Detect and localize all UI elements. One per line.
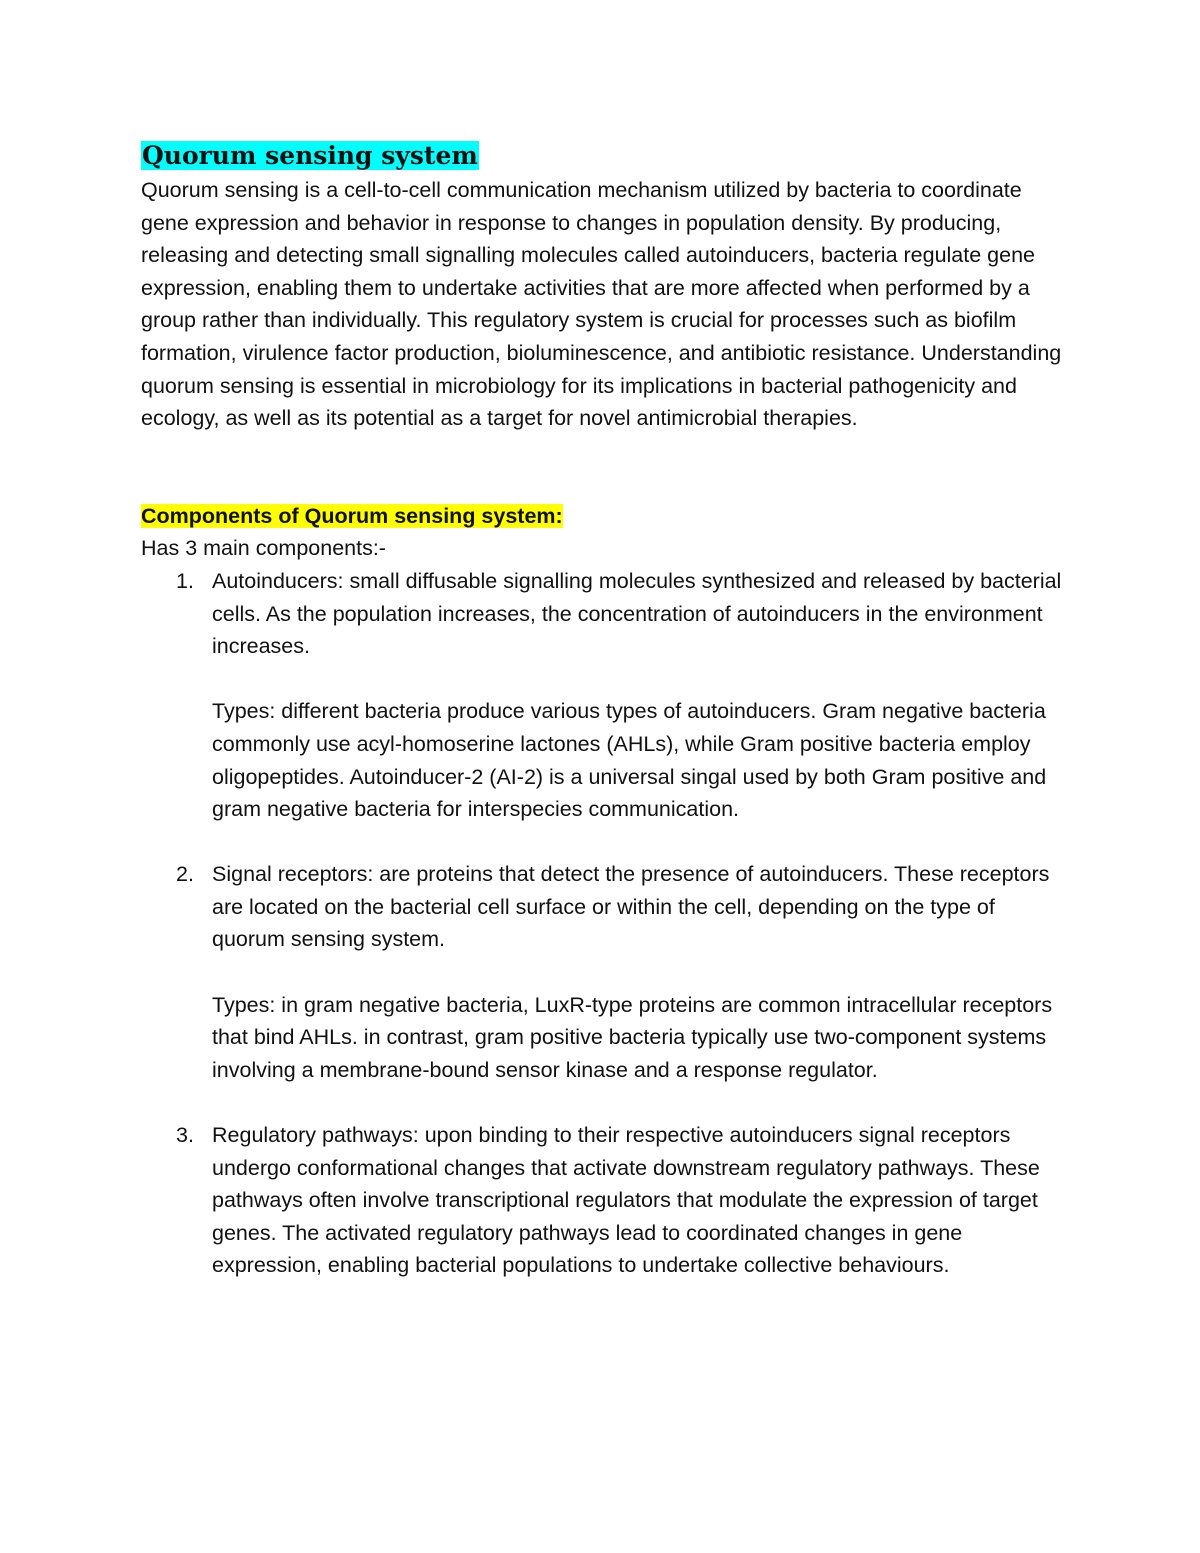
components-lead: Has 3 main components:- [141,536,386,561]
list-item-body [212,565,1071,858]
list-item-number: 2. [176,862,194,887]
list-item-description: Regulatory pathways: upon binding to their respective autoinducers signal receptors undergo conformational changes that activate downstream regulatory pathways. These pathways often involve transcriptional regulators that modulate the expression of target genes. The activated regulatory pathways lead to coordinated changes in gene expression, enabling bacterial populations to undertake collective behaviours. [212,1123,1040,1278]
list-item-number: 3. [176,1123,194,1148]
list-item-number: 1. [176,568,194,593]
components-heading [141,500,1071,533]
list-item-description: Autoinducers: small diffusable signalling molecules synthesized and released by bacterial cells. As the population increases, the concentration of autoinducers in the environment increases. [212,568,1062,659]
list-item [141,1119,1071,1282]
list-item-spacer [212,826,1071,859]
list-item [141,565,1071,858]
list-item-body [212,1119,1071,1282]
list-item-spacer [212,1086,1071,1119]
document-title-text: Quorum sensing system [142,141,478,170]
list-item [141,858,1071,1119]
intro-paragraph: Quorum sensing is a cell-to-cell communication mechanism utilized by bacteria to coordinate gene expression and behavior in response to changes in population density. By producing, releasing and detecting small signalling molecules called autoinducers, bacteria regulate gene expression, enabling them to undertake activities that are more affected when performed by a group rather than individually. This regulatory system is crucial for processes such as biofilm formation, virulence factor production, bioluminescence, and antibiotic resistance. Understanding quorum sensing is essential in microbiology for its implications in bacterial pathogenicity and ecology, as well as its potential as a target for novel antimicrobial therapies. [141,178,1062,431]
document-title [141,138,1071,174]
components-heading-text: Components of Quorum sensing system: [141,503,563,528]
list-item-body [212,858,1071,1119]
document-content [141,138,1071,1282]
section-spacer [141,435,1071,500]
list-item-spacer [212,663,1071,696]
list-item-types: Types: different bacteria produce various types of autoinducers. Gram negative bacteria commonly use acyl-homoserine lactones (AHLs), while Gram positive bacteria employ oligopeptides. Autoinducer-2 (AI-2) is a universal singal used by both Gram positive and gram negative bacteria for interspecies communication. [212,699,1047,822]
list-item-spacer [212,956,1071,989]
list-item-types: Types: in gram negative bacteria, LuxR-type proteins are common intracellular receptors that bind AHLs. in contrast, gram positive bacteria typically use two-component systems involving a membrane-bound sensor kinase and a response regulator. [212,992,1053,1082]
list-item-description: Signal receptors: are proteins that detect the presence of autoinducers. These receptors are located on the bacterial cell surface or within the cell, depending on the type of quorum sensing system. [212,862,1050,952]
components-list [141,565,1071,1282]
